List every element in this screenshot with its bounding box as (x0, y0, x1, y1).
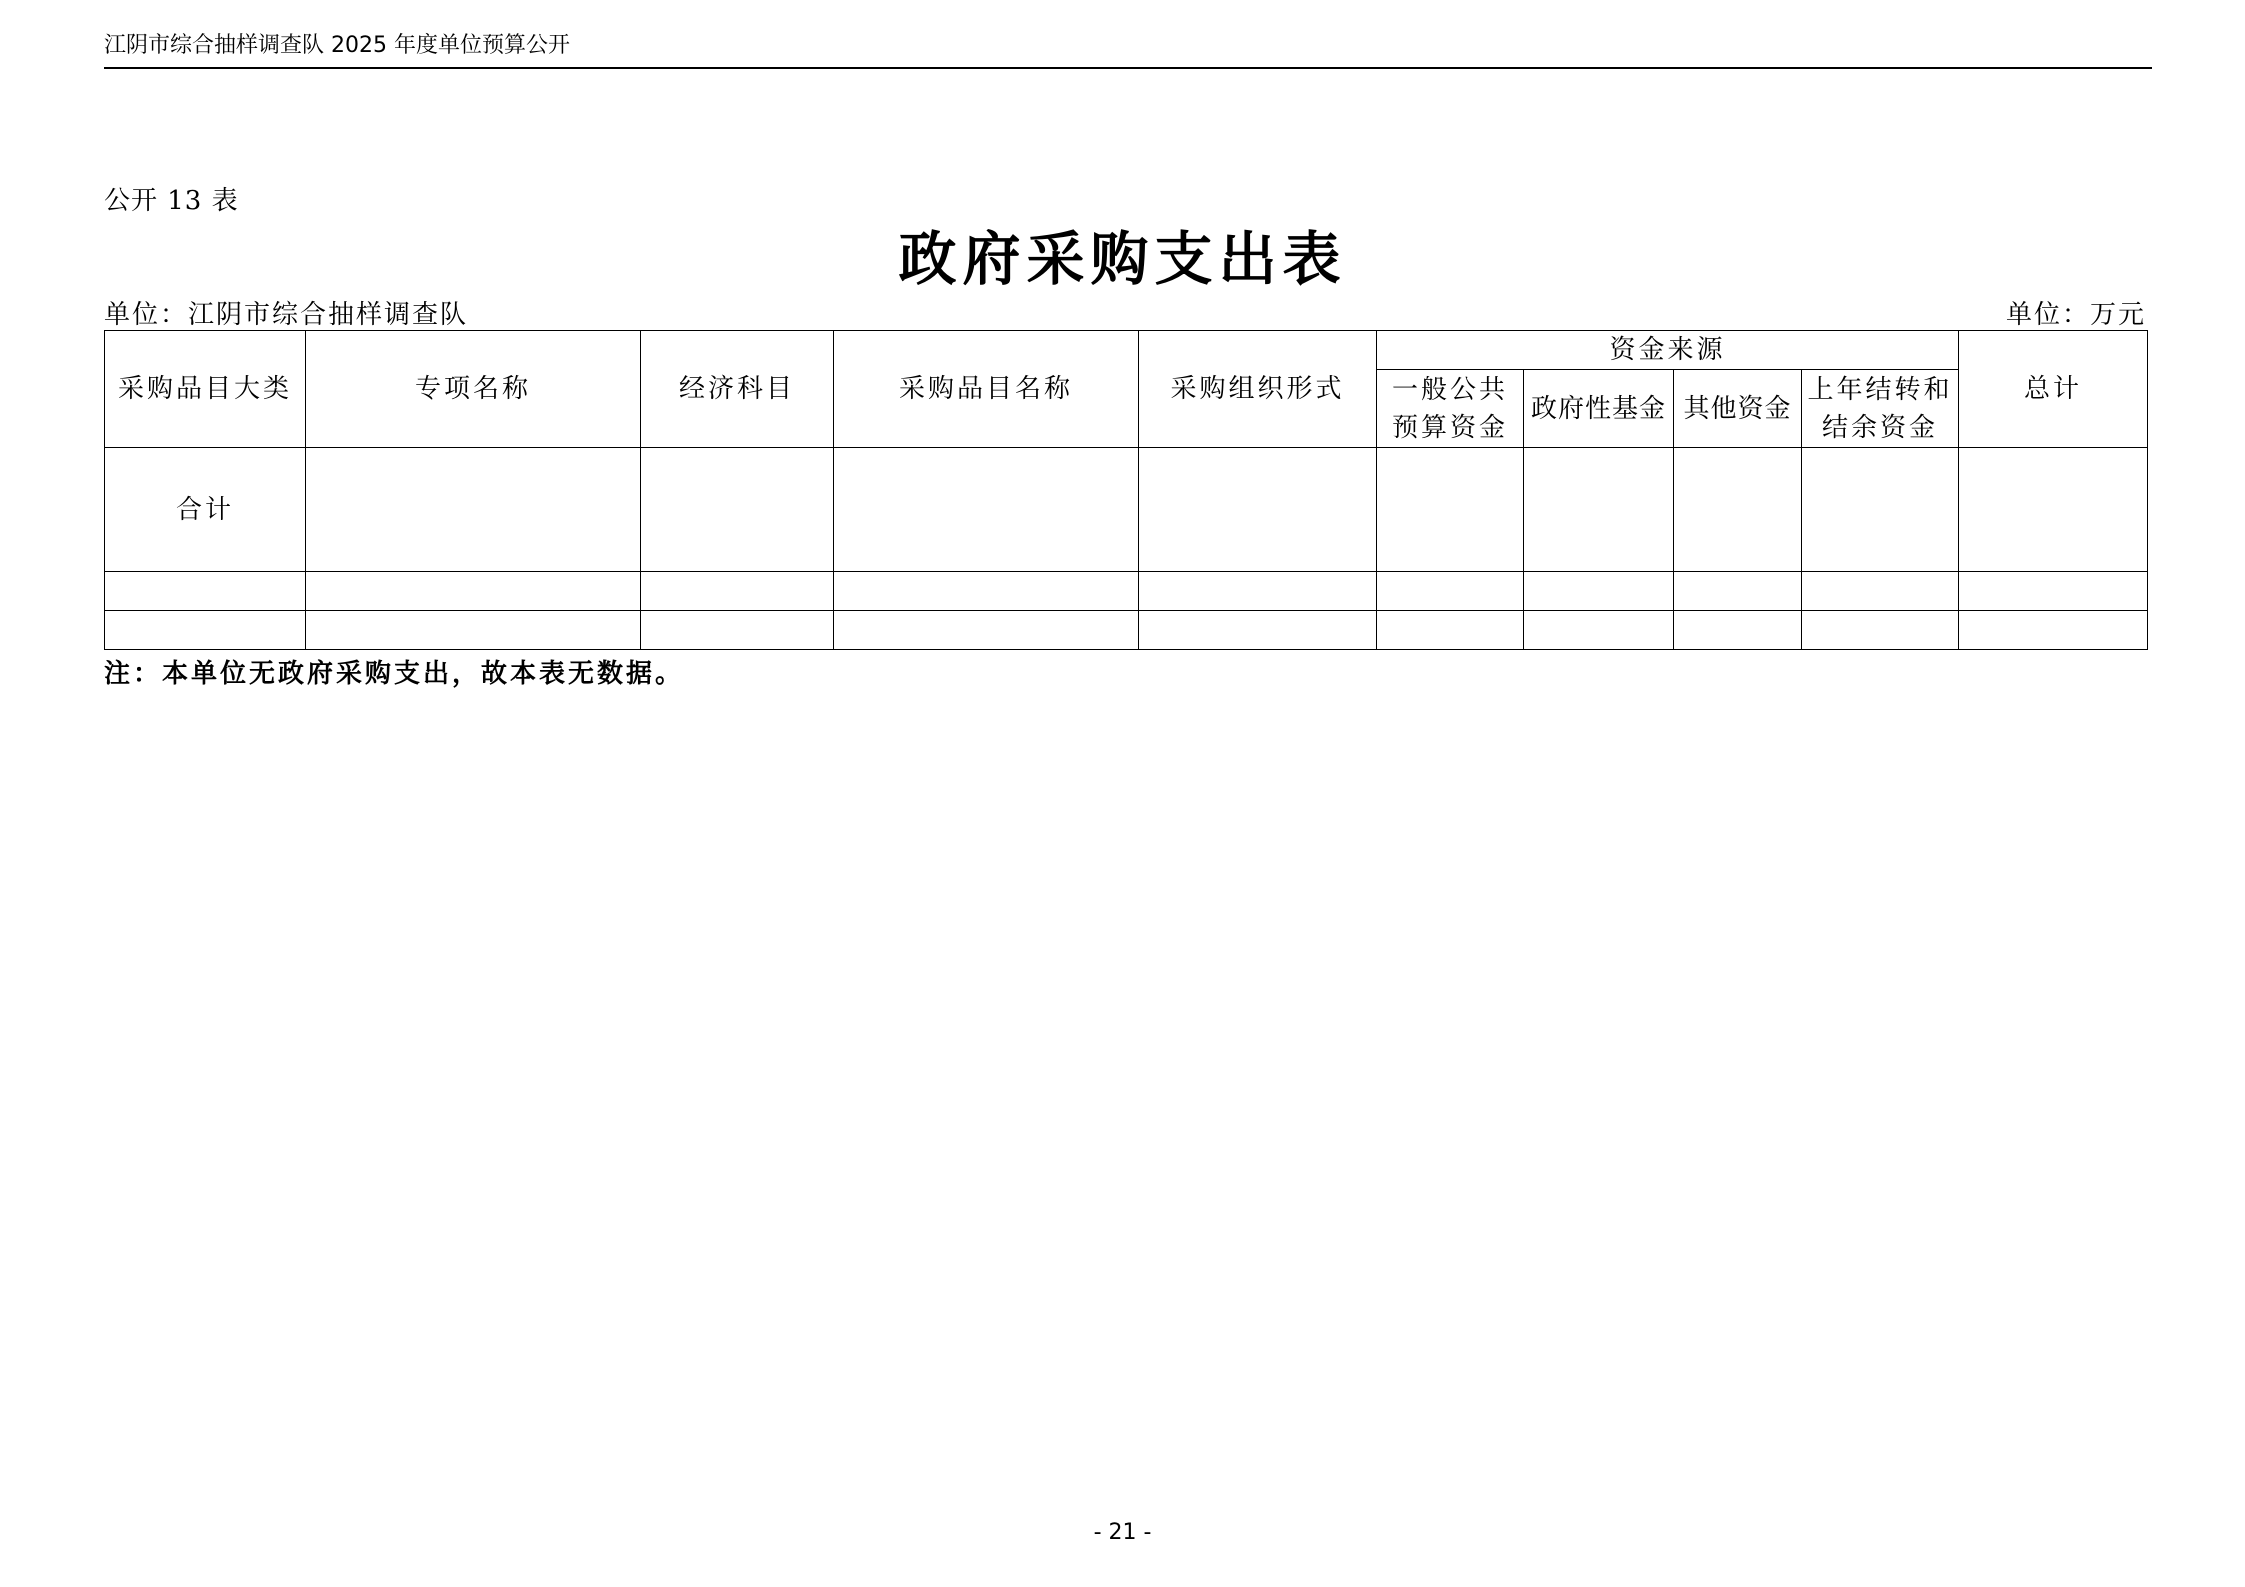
header-cell: 专项名称 (306, 331, 641, 448)
header-cell: 政府性基金 (1524, 370, 1674, 448)
header-group-cell: 资金来源 (1377, 331, 1959, 370)
table-row (105, 572, 2148, 611)
table-cell (1959, 611, 2148, 650)
table-cell (641, 572, 834, 611)
table-cell (1377, 572, 1524, 611)
header-cell: 一般公共预算资金 (1377, 370, 1524, 448)
header-cell: 总计 (1959, 331, 2148, 448)
table-cell (1139, 611, 1377, 650)
table-cell (641, 448, 834, 572)
header-cell: 采购组织形式 (1139, 331, 1377, 448)
table-cell (1524, 611, 1674, 650)
table-cell (1139, 572, 1377, 611)
table-cell (641, 611, 834, 650)
table-cell (1377, 611, 1524, 650)
table-cell (1674, 611, 1802, 650)
table-cell (1959, 572, 2148, 611)
header-divider (104, 67, 2152, 69)
header-cell: 经济科目 (641, 331, 834, 448)
table-cell (306, 448, 641, 572)
unit-currency: 单位：万元 (2005, 300, 2146, 330)
table-row (105, 611, 2148, 650)
page-header: 江阴市综合抽样调查队 2025 年度单位预算公开 (104, 33, 570, 58)
table-cell (834, 572, 1139, 611)
table-cell (834, 611, 1139, 650)
header-row (105, 331, 2148, 370)
table-cell (1802, 572, 1959, 611)
header-cell: 上年结转和结余资金 (1802, 370, 1959, 448)
table-cell (1959, 448, 2148, 572)
header-cell: 采购品目名称 (834, 331, 1139, 448)
table-cell (1802, 611, 1959, 650)
unit-organization: 单位：江阴市综合抽样调查队 (104, 300, 469, 330)
table-cell (1524, 448, 1674, 572)
page-number: - 21 - (1093, 1520, 1152, 1545)
table-row (105, 448, 2148, 572)
page-title: 政府采购支出表 (898, 225, 1347, 293)
table-number: 公开 13 表 (104, 186, 239, 216)
table-cell (306, 611, 641, 650)
table-cell (834, 448, 1139, 572)
table-cell (1524, 572, 1674, 611)
table-cell (1674, 572, 1802, 611)
table-cell (1674, 448, 1802, 572)
table-cell (105, 611, 306, 650)
table-cell (105, 572, 306, 611)
total-row-label: 合计 (105, 448, 306, 572)
header-cell: 采购品目大类 (105, 331, 306, 448)
table-note: 注：本单位无政府采购支出，故本表无数据。 (104, 659, 685, 689)
table-cell (1377, 448, 1524, 572)
procurement-table (104, 330, 2148, 650)
header-cell: 其他资金 (1674, 370, 1802, 448)
table-cell (1139, 448, 1377, 572)
table-cell (1802, 448, 1959, 572)
table-cell (306, 572, 641, 611)
